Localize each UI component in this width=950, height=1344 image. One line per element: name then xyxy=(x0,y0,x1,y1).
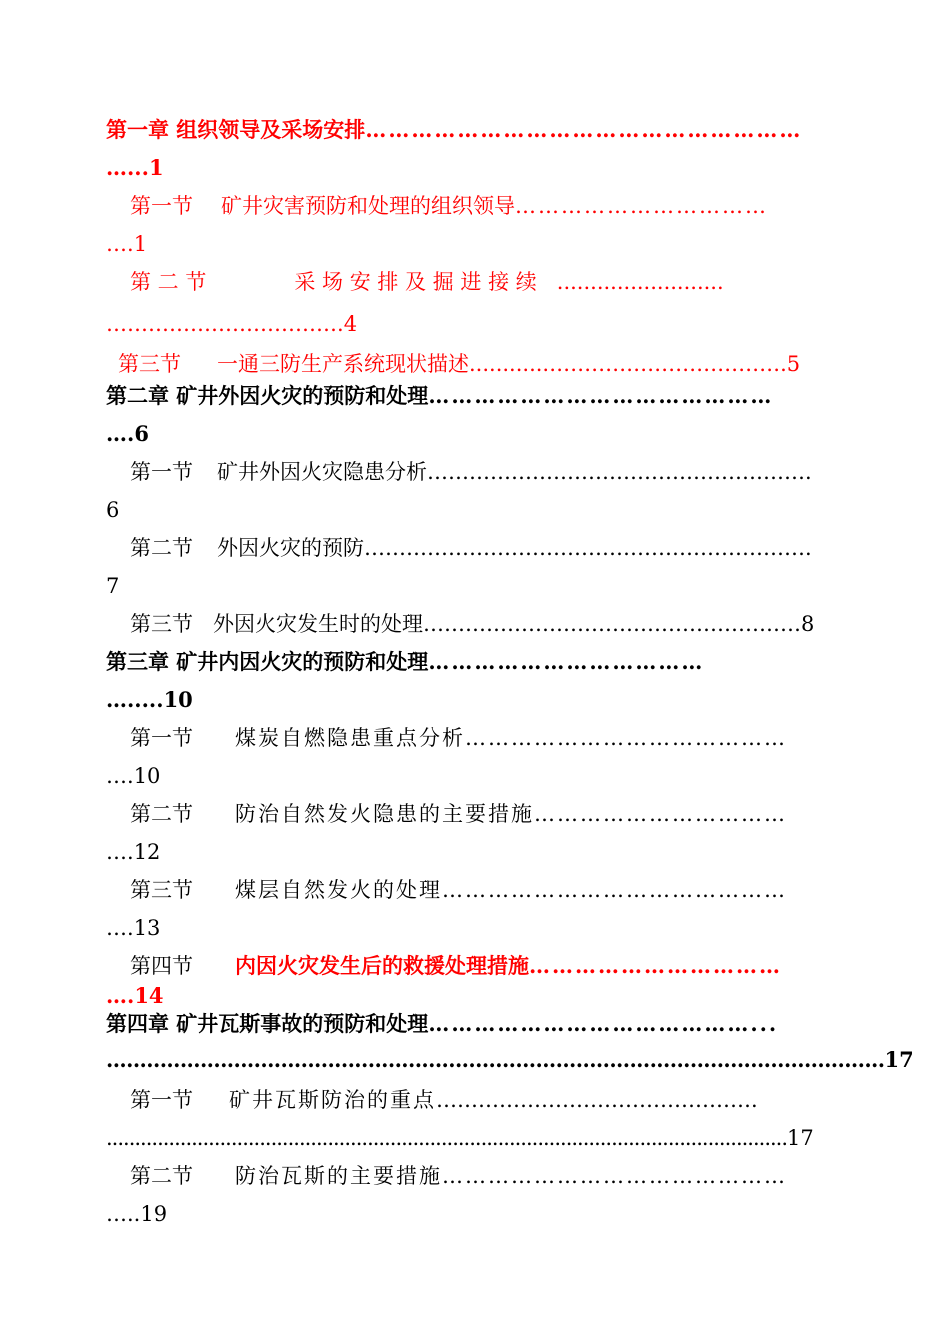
toc-title: 内因火灾发生后的救援处理措施 xyxy=(235,953,529,978)
toc-ch3-section-2-page-line xyxy=(106,838,846,866)
toc-leader-dots: …. xyxy=(106,916,134,940)
toc-chapter-1[interactable] xyxy=(106,116,846,144)
toc-ch3-section-1-page-line xyxy=(106,762,846,790)
toc-leader-dots: …………………………… xyxy=(515,194,768,218)
toc-leader-dots: …. xyxy=(106,421,135,446)
toc-leader-dots: ………………………………………………… xyxy=(365,117,803,142)
toc-leader-dots: ………………………………………………………. xyxy=(364,536,812,560)
toc-ch4-section-2[interactable] xyxy=(130,1162,846,1190)
toc-section-label: 第 二 节 xyxy=(130,270,207,294)
toc-leader-dots: …………………………… xyxy=(534,802,787,826)
toc-section-label: 第三节 xyxy=(118,352,181,376)
toc-ch3-section-3-page-line xyxy=(106,914,846,942)
toc-page-number: 6 xyxy=(134,421,149,446)
toc-ch3-section-1[interactable] xyxy=(130,724,846,752)
toc-ch4-section-1-page-line xyxy=(106,1124,846,1152)
toc-leader-dots: …. xyxy=(106,840,134,864)
toc-ch3-section-2[interactable] xyxy=(130,800,846,828)
toc-leader-dots: ……………………………………… xyxy=(442,1164,787,1188)
toc-leader-dots: …. xyxy=(106,983,135,1008)
toc-page-number: 1 xyxy=(148,155,164,180)
toc-leader-dots: ........................................................................................................................ xyxy=(106,1126,788,1150)
toc-leader-dots: …..... xyxy=(106,687,164,712)
toc-title: 外因火灾的预防 xyxy=(217,536,364,560)
toc-page-number: 1 xyxy=(133,232,148,256)
toc-section-label: 第一节 xyxy=(130,194,193,218)
toc-leader-dots: ……………………………………… xyxy=(428,383,774,408)
toc-chapter-3[interactable] xyxy=(106,648,846,676)
toc-section-label: 第三节 xyxy=(130,612,193,636)
toc-ch1-section-1-page-line xyxy=(106,230,846,258)
toc-page-number: 19 xyxy=(140,1202,168,1226)
toc-leader-dots: …. xyxy=(106,232,134,256)
toc-section-label: 第二节 xyxy=(130,536,193,560)
toc-leader-dots: ............……………………………. xyxy=(469,352,787,376)
toc-page-number: 4 xyxy=(343,312,358,336)
toc-leader-dots: ……………………………………... xyxy=(428,1011,779,1036)
toc-title: 防治瓦斯的主要措施 xyxy=(235,1164,442,1188)
toc-page-number: 10 xyxy=(133,764,161,788)
toc-ch3-section-4-page-line xyxy=(106,982,846,1010)
toc-title: 煤炭自燃隐患重点分析 xyxy=(235,726,465,750)
toc-leader-dots: ….. xyxy=(106,1202,141,1226)
toc-title: 矿井瓦斯防治的重点 xyxy=(229,1088,436,1112)
toc-leader-dots: .................................................................................................................... xyxy=(106,1047,885,1072)
toc-ch4-section-2-page-line xyxy=(106,1200,846,1228)
toc-ch2-section-1-page-line xyxy=(106,496,846,524)
toc-title: 第二章 矿井外因火灾的预防和处理 xyxy=(106,383,429,408)
toc-leader-dots: ………………………………………. xyxy=(436,1088,758,1112)
toc-title: 第三章 矿井内因火灾的预防和处理 xyxy=(106,649,429,674)
toc-section-label: 第一节 xyxy=(130,460,193,484)
toc-section-label: 第二节 xyxy=(130,1164,193,1188)
toc-ch4-section-1[interactable] xyxy=(130,1086,850,1114)
toc-chapter-4[interactable] xyxy=(106,1010,846,1038)
toc-leader-dots: ......................... xyxy=(556,270,724,294)
toc-leader-dots: ……………………………. xyxy=(106,312,344,336)
toc-title: 煤层自然发火的处理 xyxy=(235,878,442,902)
toc-leader-dots: …. xyxy=(106,764,134,788)
toc-title: 采 场 安 排 及 掘 进 接 续 xyxy=(294,270,537,294)
toc-page-number: 5 xyxy=(786,352,801,376)
toc-leader-dots: ……………………………… xyxy=(428,649,705,674)
toc-title: 第四章 矿井瓦斯事故的预防和处理 xyxy=(106,1011,429,1036)
toc-title: 矿井外因火灾隐患分析 xyxy=(217,460,427,484)
toc-chapter-2-page-line xyxy=(106,420,846,448)
toc-ch1-section-3[interactable] xyxy=(118,350,846,378)
toc-chapter-3-page-line xyxy=(106,686,846,714)
toc-section-label: 第三节 xyxy=(130,878,193,902)
toc-title: 第一章 组织领导及采场安排 xyxy=(106,117,366,142)
toc-leader-dots: ……………………………………… xyxy=(442,878,787,902)
toc-title: 外因火灾发生时的处理 xyxy=(213,612,423,636)
toc-page-number: 17 xyxy=(884,1047,914,1072)
toc-ch2-section-2[interactable] xyxy=(130,534,860,562)
toc-page-number: 7 xyxy=(106,574,120,598)
toc-leader-dots: …... xyxy=(106,155,149,180)
toc-section-label: 第一节 xyxy=(130,726,193,750)
toc-page-number: 10 xyxy=(163,687,193,712)
toc-ch1-section-2-page-line xyxy=(106,310,846,338)
toc-page-number: 8 xyxy=(801,612,815,636)
toc-leader-dots: …………………………… xyxy=(529,953,782,978)
toc-section-label: 第四节 xyxy=(130,954,193,978)
toc-title: 一通三防生产系统现状描述 xyxy=(217,352,469,376)
toc-page-number: 14 xyxy=(134,983,164,1008)
toc-leader-dots: ……………………………………………… xyxy=(423,612,801,636)
toc-chapter-4-page-line xyxy=(106,1046,914,1074)
toc-section-label: 第一节 xyxy=(130,1088,193,1112)
toc-ch3-section-3[interactable] xyxy=(130,876,846,904)
toc-ch2-section-2-page-line xyxy=(106,572,846,600)
toc-title: 防治自然发火隐患的主要措施 xyxy=(235,802,534,826)
toc-ch1-section-1[interactable] xyxy=(130,192,846,220)
toc-ch3-section-4[interactable] xyxy=(130,952,846,980)
toc-leader-dots: …………………………………… xyxy=(465,726,787,750)
toc-leader-dots: ………………………………………………. xyxy=(427,460,812,484)
toc-chapter-1-page-line xyxy=(106,154,846,182)
toc-chapter-2[interactable] xyxy=(106,382,846,410)
toc-ch2-section-1[interactable] xyxy=(130,458,860,486)
toc-page-number: 17 xyxy=(787,1126,814,1150)
toc-ch1-section-2[interactable] xyxy=(130,268,846,296)
toc-section-label: 第二节 xyxy=(130,802,193,826)
toc-page-number: 13 xyxy=(133,916,161,940)
toc-ch2-section-3[interactable] xyxy=(130,610,846,638)
toc-title: 矿井灾害预防和处理的组织领导 xyxy=(221,194,515,218)
toc-page-number: 12 xyxy=(133,840,161,864)
toc-page-number: 6 xyxy=(106,498,120,522)
